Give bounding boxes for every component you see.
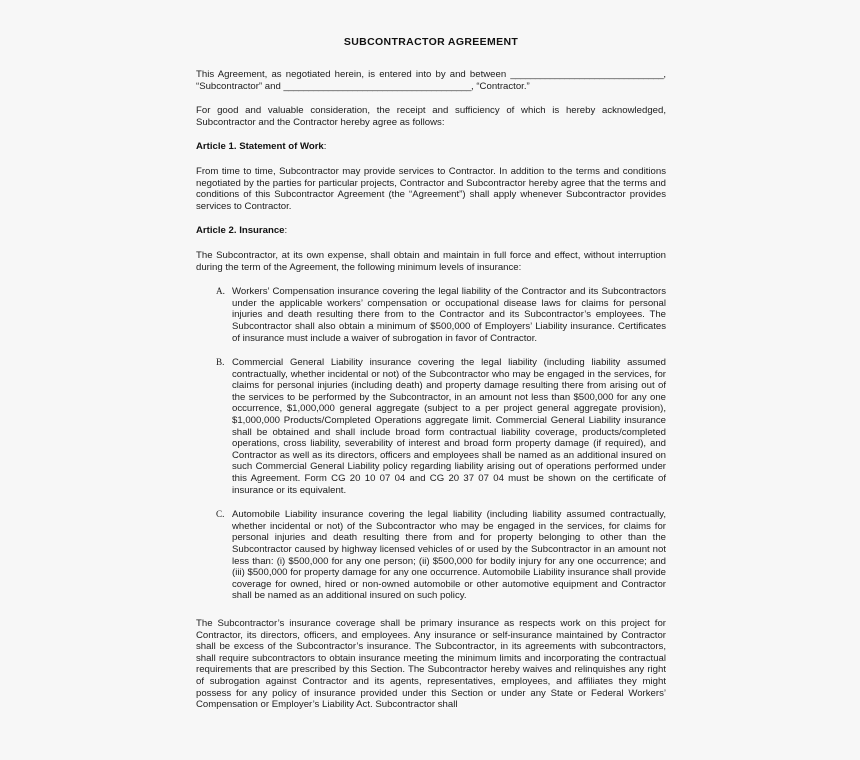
parties-line2-suffix: , “Contractor.” [471,80,530,92]
heading-article-2 [196,225,666,237]
paragraph-article-2-lead: The Subcontractor, at its own expense, shall obtain and maintain in full force and effect, without interruption during the term of the Agreement, the following minimum levels of insurance: [196,249,666,273]
list-item-marker: B. [216,357,225,368]
list-item-text: Workers’ Compensation insurance covering the legal liability of the Contractor and its Subcontractors under the applicable workers’ compensation or occupational disease laws for claims for personal injuries and death resulting there from to the Contractor and its Subcontractor’s employees. The Subcontractor shall also obtain a minimum of $500,000 of Employers’ Liability insurance. Certificates of insurance must include a waiver of subrogation in favor of Contractor. [232,286,666,344]
heading-article-2-colon: : [284,225,288,237]
list-item [196,286,666,344]
document-body [196,36,666,711]
list-item-text: Automobile Liability insurance covering the legal liability (including liability assumed contractually, whether incidental or not) of the Subcontractor who may be engaged in the services, for claims for personal injuries and death resulting there from and for property belonging to other than the Subcontractor caused by highway licensed vehicles of or used by the Subcontractor in an amount not less than: (i) $500,000 for any one person; (ii) $500,000 for bodily injury for any one occurrence; and (iii) $500,000 for property damage for any one occurrence. Automobile Liability insurance shall provide coverage for owned, hired or non-owned automobile or other automotive equipment and Contractor shall be named as an additional insured on such policy. [232,509,666,602]
page-title: SUBCONTRACTOR AGREEMENT [343,36,519,48]
list-item-marker: C. [216,509,225,520]
parties-line1-prefix: This Agreement, as negotiated herein, is entered into by and between [196,69,511,80]
parties-line1-suffix: , [663,69,666,80]
list-item-marker: A. [216,286,225,297]
paragraph-consideration: For good and valuable consideration, the receipt and sufficiency of which is hereby acknowledged, Subcontractor and the Contractor hereby agree as follows: [196,105,666,128]
paragraph-article-1-body: From time to time, Subcontractor may provide services to Contractor. In addition to the terms and conditions negotiated by the parties for particular projects, Contractor and Subcontractor hereby agree that the terms and conditions of this Subcontractor Agreement (the “Agreement”) shall apply whenever Subcontractor provides services to Contractor. [196,165,666,212]
list-item [196,509,666,602]
list-item-text: Commercial General Liability insurance covering the legal liability (including liability assumed contractually, whether incidental or not) of the Subcontractor who may be engaged in the services, for claims for personal injuries (including death) and property damage resulting there from arising out of the services to be performed by the Subcontractor, in an amount not less than $500,000 for any one occurrence, $1,000,000 general aggregate (subject to a per project general aggregate provision), $1,000,000 Products/Completed Operations aggregate limit. Commercial General Liability insurance shall be obtained and shall include broad form contractual liability coverage, products/completed operations, cross liability, severability of interest and broad form property damage (if required), and Contractor as well as its directors, officers and employees shall be named as an additional insured on such Commercial General Liability policy regarding liability arising out of operations performed under this Agreement. Form CG 20 10 07 04 and CG 20 37 07 04 must be shown on the certificate of insurance or its equivalent. [232,357,666,496]
heading-article-1-text: Article 1. Statement of Work [196,141,324,153]
insurance-requirements-list [196,286,666,602]
heading-article-1 [196,141,666,153]
heading-article-1-colon: : [323,141,327,153]
paragraph-parties [196,69,666,92]
heading-article-2-text: Article 2. Insurance [196,225,285,237]
parties-line2-prefix: “Subcontractor” and [196,80,284,92]
paragraph-article-2-closing: The Subcontractor’s insurance coverage shall be primary insurance as respects work on this project for Contractor, its directors, officers, and employees. Any insurance or self-insurance maintained by Contractor shall be excess of the Subcontractor’s insurance. The Subcontractor, in its agreements with subcontractors, shall require subcontractors to obtain insurance meeting the minimum limits and incorporating the contractual requirements that are prescribed by this Section. The Subcontractor hereby waives and relinquishes any right of subrogation against Contractor and its agents, representatives, employees, and affiliates they might possess for any policy of insurance provided under this Section or under any State or Federal Workers’ Compensation or Employer’s Liability Act. Subcontractor shall [196,617,666,711]
party-blank-subcontractor[interactable]: _______________________________ [510,69,664,80]
party-blank-contractor[interactable]: ______________________________________ [283,80,472,92]
list-item [196,357,666,496]
